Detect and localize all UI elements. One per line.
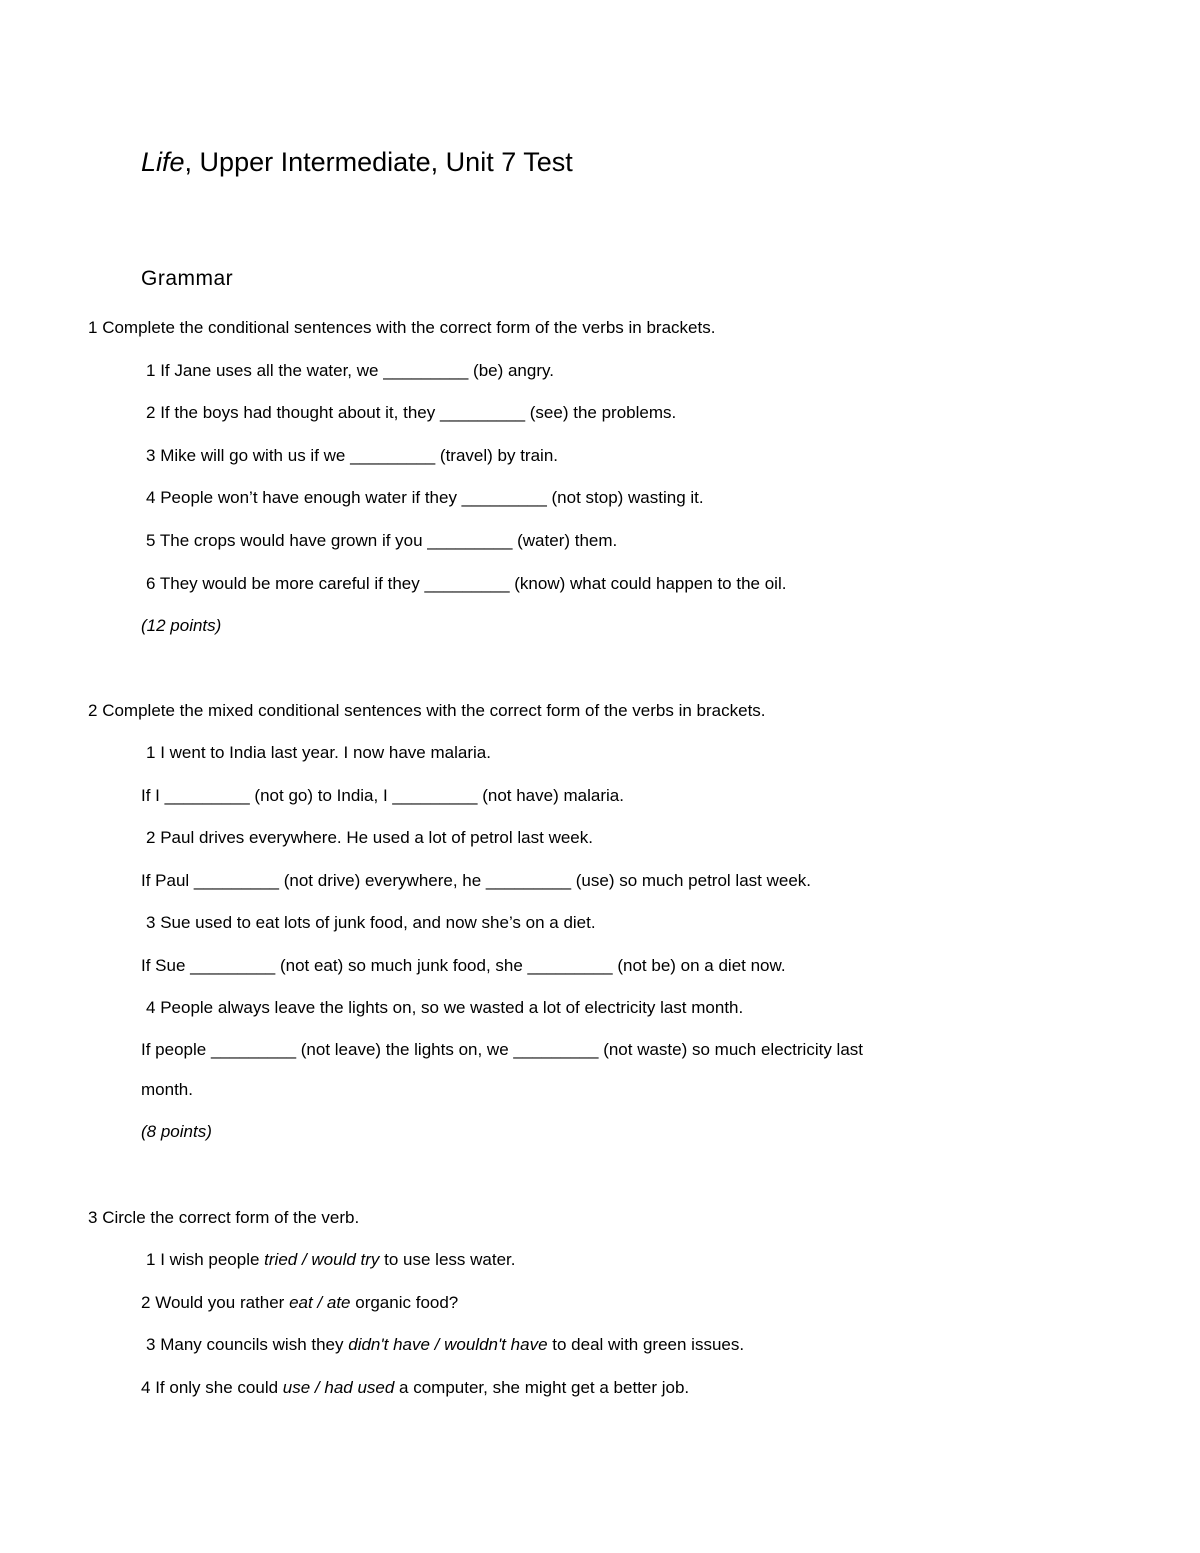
exercise-1-instruction: 1 Complete the conditional sentences with the correct form of the verbs in brackets. (88, 318, 716, 337)
exercise-3-item: 2 Would you rather eat / ate organic food? (141, 1293, 459, 1312)
exercise-2-answer-line: If Sue _________ (not eat) so much junk food, she _________ (not be) on a diet now. (141, 956, 786, 975)
exercise-2-answer-line: If people _________ (not leave) the lights on, we _________ (not waste) so much electricity last (141, 1040, 863, 1059)
exercise-2-answer-line: If Paul _________ (not drive) everywhere, he _________ (use) so much petrol last week. (141, 871, 812, 890)
exercise-3-item: 4 If only she could use / had used a computer, she might get a better job. (141, 1378, 690, 1397)
exercise-2-prompt: 4 People always leave the lights on, so we wasted a lot of electricity last month. (146, 998, 744, 1017)
exercise-2-answer-continuation: month. (141, 1080, 193, 1099)
exercise-3-item: 3 Many councils wish they didn't have / wouldn't have to deal with green issues. (146, 1335, 745, 1354)
exercise-1-item: 5 The crops would have grown if you _________ (water) them. (146, 531, 618, 550)
exercise-2-prompt: 1 I went to India last year. I now have malaria. (146, 743, 491, 762)
exercise-2-instruction: 2 Complete the mixed conditional sentences with the correct form of the verbs in brackets. (88, 701, 766, 720)
exercise-2-answer-line: If I _________ (not go) to India, I _________ (not have) malaria. (141, 786, 624, 805)
exercise-1-item: 4 People won’t have enough water if they _________ (not stop) wasting it. (146, 488, 704, 507)
exercise-2-prompt: 3 Sue used to eat lots of junk food, and now she’s on a diet. (146, 913, 596, 932)
exercise-2-points: (8 points) (141, 1122, 212, 1141)
exercise-1-points: (12 points) (141, 616, 222, 635)
exercise-1-item: 1 If Jane uses all the water, we _________ (be) angry. (146, 361, 554, 380)
exercise-1-item: 6 They would be more careful if they _________ (know) what could happen to the oil. (146, 574, 787, 593)
exercise-1-item: 2 If the boys had thought about it, they _________ (see) the problems. (146, 403, 677, 422)
verb-choice: didn't have / wouldn't have (348, 1335, 548, 1354)
verb-choice: use / had used (282, 1378, 395, 1397)
section-heading-grammar: Grammar (141, 267, 234, 290)
exercise-3-item: 1 I wish people tried / would try to use less water. (146, 1250, 516, 1269)
exercise-3-instruction: 3 Circle the correct form of the verb. (88, 1208, 360, 1227)
exercise-2-prompt: 2 Paul drives everywhere. He used a lot of petrol last week. (146, 828, 593, 847)
exercise-1-item: 3 Mike will go with us if we _________ (travel) by train. (146, 446, 558, 465)
verb-choice: eat / ate (289, 1293, 351, 1312)
verb-choice: tried / would try (264, 1250, 380, 1269)
page-title: Life, Upper Intermediate, Unit 7 Test (141, 147, 573, 177)
